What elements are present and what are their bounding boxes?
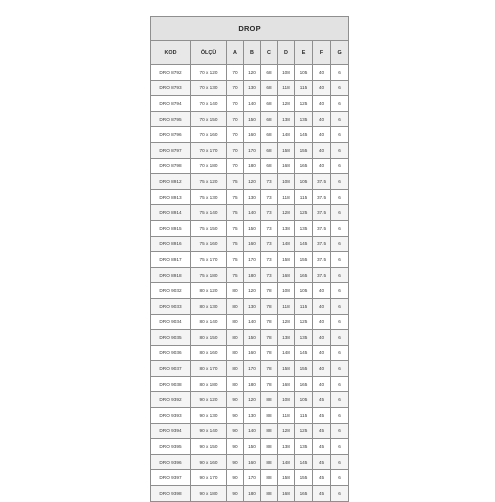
cell-kod: DRO 8912 — [151, 174, 191, 190]
cell-olcu: 70 x 120 — [191, 65, 227, 81]
cell-a: 70 — [227, 127, 244, 143]
table-row — [151, 158, 349, 174]
cell-c: 78 — [261, 361, 278, 377]
cell-c: 68 — [261, 158, 278, 174]
column-header-f: F — [313, 41, 331, 65]
cell-f: 45 — [313, 408, 331, 424]
cell-b: 180 — [244, 486, 261, 502]
cell-d: 108 — [278, 283, 295, 299]
cell-g: 6 — [331, 267, 349, 283]
cell-e: 155 — [295, 142, 313, 158]
cell-olcu: 80 x 150 — [191, 330, 227, 346]
cell-c: 73 — [261, 220, 278, 236]
table-row — [151, 80, 349, 96]
cell-kod: DRO 9032 — [151, 283, 191, 299]
cell-olcu: 70 x 160 — [191, 127, 227, 143]
cell-kod: DRO 8914 — [151, 205, 191, 221]
cell-kod: DRO 8793 — [151, 80, 191, 96]
cell-b: 160 — [244, 127, 261, 143]
cell-olcu: 90 x 150 — [191, 439, 227, 455]
table-row — [151, 423, 349, 439]
cell-kod: DRO 8792 — [151, 65, 191, 81]
cell-a: 80 — [227, 283, 244, 299]
cell-d: 168 — [278, 267, 295, 283]
table-body — [151, 65, 349, 502]
cell-b: 140 — [244, 205, 261, 221]
table-title-row — [151, 17, 349, 41]
cell-c: 88 — [261, 408, 278, 424]
cell-olcu: 80 x 130 — [191, 298, 227, 314]
cell-f: 45 — [313, 486, 331, 502]
cell-b: 130 — [244, 189, 261, 205]
cell-a: 90 — [227, 439, 244, 455]
cell-b: 180 — [244, 376, 261, 392]
cell-a: 90 — [227, 423, 244, 439]
cell-f: 37.5 — [313, 189, 331, 205]
cell-g: 6 — [331, 486, 349, 502]
table-row — [151, 361, 349, 377]
table-row — [151, 345, 349, 361]
cell-b: 170 — [244, 361, 261, 377]
cell-kod: DRO 9392 — [151, 392, 191, 408]
table-row — [151, 111, 349, 127]
cell-c: 88 — [261, 423, 278, 439]
cell-d: 128 — [278, 205, 295, 221]
cell-a: 80 — [227, 330, 244, 346]
cell-kod: DRO 9038 — [151, 376, 191, 392]
cell-olcu: 90 x 170 — [191, 470, 227, 486]
cell-g: 6 — [331, 330, 349, 346]
cell-kod: DRO 8794 — [151, 96, 191, 112]
cell-g: 6 — [331, 392, 349, 408]
cell-f: 40 — [313, 111, 331, 127]
cell-c: 73 — [261, 205, 278, 221]
table-row — [151, 65, 349, 81]
cell-g: 6 — [331, 142, 349, 158]
column-header-olcu: ÖLÇÜ — [191, 41, 227, 65]
cell-c: 68 — [261, 96, 278, 112]
cell-c: 78 — [261, 330, 278, 346]
cell-f: 40 — [313, 65, 331, 81]
cell-f: 40 — [313, 314, 331, 330]
cell-olcu: 70 x 140 — [191, 96, 227, 112]
cell-f: 40 — [313, 80, 331, 96]
table-title: DROP — [151, 17, 349, 41]
cell-g: 6 — [331, 80, 349, 96]
cell-a: 90 — [227, 470, 244, 486]
cell-b: 150 — [244, 220, 261, 236]
cell-g: 6 — [331, 127, 349, 143]
cell-c: 88 — [261, 392, 278, 408]
cell-b: 160 — [244, 345, 261, 361]
cell-f: 40 — [313, 361, 331, 377]
column-header-d: D — [278, 41, 295, 65]
cell-f: 45 — [313, 392, 331, 408]
cell-e: 135 — [295, 111, 313, 127]
cell-olcu: 90 x 140 — [191, 423, 227, 439]
cell-b: 170 — [244, 470, 261, 486]
cell-e: 125 — [295, 96, 313, 112]
table-row — [151, 267, 349, 283]
cell-e: 125 — [295, 423, 313, 439]
cell-a: 90 — [227, 408, 244, 424]
cell-f: 40 — [313, 330, 331, 346]
cell-g: 6 — [331, 236, 349, 252]
table-row — [151, 96, 349, 112]
cell-kod: DRO 9395 — [151, 439, 191, 455]
cell-e: 105 — [295, 174, 313, 190]
cell-d: 138 — [278, 220, 295, 236]
table-row — [151, 142, 349, 158]
cell-d: 118 — [278, 189, 295, 205]
cell-kod: DRO 8916 — [151, 236, 191, 252]
table-row — [151, 314, 349, 330]
cell-b: 140 — [244, 96, 261, 112]
cell-c: 68 — [261, 142, 278, 158]
cell-c: 78 — [261, 298, 278, 314]
cell-a: 70 — [227, 142, 244, 158]
cell-b: 150 — [244, 111, 261, 127]
cell-d: 148 — [278, 345, 295, 361]
cell-g: 6 — [331, 220, 349, 236]
cell-b: 120 — [244, 283, 261, 299]
cell-d: 118 — [278, 80, 295, 96]
cell-kod: DRO 8918 — [151, 267, 191, 283]
cell-b: 180 — [244, 158, 261, 174]
cell-e: 145 — [295, 127, 313, 143]
cell-kod: DRO 9037 — [151, 361, 191, 377]
cell-olcu: 75 x 150 — [191, 220, 227, 236]
cell-d: 148 — [278, 236, 295, 252]
cell-g: 6 — [331, 189, 349, 205]
cell-kod: DRO 9396 — [151, 454, 191, 470]
cell-c: 73 — [261, 252, 278, 268]
cell-a: 90 — [227, 454, 244, 470]
cell-e: 135 — [295, 439, 313, 455]
cell-f: 40 — [313, 142, 331, 158]
cell-f: 45 — [313, 470, 331, 486]
cell-c: 73 — [261, 189, 278, 205]
cell-g: 6 — [331, 205, 349, 221]
cell-e: 145 — [295, 236, 313, 252]
cell-c: 68 — [261, 111, 278, 127]
cell-d: 108 — [278, 65, 295, 81]
cell-olcu: 75 x 170 — [191, 252, 227, 268]
table-row — [151, 220, 349, 236]
table-row — [151, 392, 349, 408]
table-row — [151, 470, 349, 486]
cell-a: 90 — [227, 486, 244, 502]
cell-olcu: 80 x 120 — [191, 283, 227, 299]
cell-g: 6 — [331, 361, 349, 377]
cell-kod: DRO 8797 — [151, 142, 191, 158]
cell-c: 78 — [261, 314, 278, 330]
cell-e: 165 — [295, 267, 313, 283]
table-row — [151, 330, 349, 346]
cell-c: 88 — [261, 454, 278, 470]
cell-d: 138 — [278, 439, 295, 455]
cell-d: 148 — [278, 454, 295, 470]
table-row — [151, 205, 349, 221]
cell-c: 73 — [261, 236, 278, 252]
table-row — [151, 174, 349, 190]
cell-f: 40 — [313, 96, 331, 112]
cell-b: 180 — [244, 267, 261, 283]
cell-f: 45 — [313, 423, 331, 439]
cell-kod: DRO 9033 — [151, 298, 191, 314]
cell-g: 6 — [331, 65, 349, 81]
table-row — [151, 252, 349, 268]
cell-e: 105 — [295, 392, 313, 408]
cell-c: 78 — [261, 376, 278, 392]
cell-kod: DRO 9036 — [151, 345, 191, 361]
cell-g: 6 — [331, 298, 349, 314]
cell-a: 75 — [227, 174, 244, 190]
cell-c: 78 — [261, 283, 278, 299]
cell-e: 115 — [295, 298, 313, 314]
table-row — [151, 298, 349, 314]
cell-olcu: 75 x 120 — [191, 174, 227, 190]
cell-d: 158 — [278, 361, 295, 377]
cell-a: 70 — [227, 80, 244, 96]
column-header-a: A — [227, 41, 244, 65]
cell-d: 128 — [278, 314, 295, 330]
cell-g: 6 — [331, 252, 349, 268]
cell-e: 125 — [295, 314, 313, 330]
cell-b: 160 — [244, 236, 261, 252]
cell-c: 68 — [261, 80, 278, 96]
cell-b: 120 — [244, 65, 261, 81]
cell-f: 40 — [313, 127, 331, 143]
table-row — [151, 127, 349, 143]
cell-kod: DRO 8917 — [151, 252, 191, 268]
cell-b: 140 — [244, 423, 261, 439]
cell-g: 6 — [331, 423, 349, 439]
cell-a: 75 — [227, 267, 244, 283]
cell-e: 155 — [295, 252, 313, 268]
table-row — [151, 236, 349, 252]
cell-g: 6 — [331, 376, 349, 392]
cell-d: 118 — [278, 298, 295, 314]
cell-kod: DRO 8913 — [151, 189, 191, 205]
cell-f: 37.5 — [313, 220, 331, 236]
cell-kod: DRO 8795 — [151, 111, 191, 127]
table-row — [151, 454, 349, 470]
cell-e: 165 — [295, 376, 313, 392]
cell-f: 40 — [313, 158, 331, 174]
cell-olcu: 70 x 180 — [191, 158, 227, 174]
cell-g: 6 — [331, 345, 349, 361]
table-row — [151, 189, 349, 205]
cell-b: 160 — [244, 454, 261, 470]
cell-d: 128 — [278, 423, 295, 439]
cell-d: 168 — [278, 158, 295, 174]
cell-g: 6 — [331, 454, 349, 470]
cell-c: 78 — [261, 345, 278, 361]
cell-olcu: 80 x 140 — [191, 314, 227, 330]
cell-e: 145 — [295, 454, 313, 470]
cell-a: 75 — [227, 220, 244, 236]
cell-f: 40 — [313, 298, 331, 314]
cell-f: 40 — [313, 376, 331, 392]
cell-d: 168 — [278, 486, 295, 502]
cell-e: 115 — [295, 189, 313, 205]
cell-olcu: 75 x 130 — [191, 189, 227, 205]
cell-kod: DRO 9034 — [151, 314, 191, 330]
cell-a: 80 — [227, 298, 244, 314]
cell-b: 150 — [244, 439, 261, 455]
cell-kod: DRO 9393 — [151, 408, 191, 424]
cell-olcu: 70 x 170 — [191, 142, 227, 158]
cell-f: 37.5 — [313, 174, 331, 190]
cell-a: 90 — [227, 392, 244, 408]
cell-kod: DRO 8798 — [151, 158, 191, 174]
cell-olcu: 90 x 130 — [191, 408, 227, 424]
cell-olcu: 75 x 160 — [191, 236, 227, 252]
cell-d: 158 — [278, 252, 295, 268]
cell-f: 45 — [313, 439, 331, 455]
cell-c: 68 — [261, 127, 278, 143]
cell-b: 140 — [244, 314, 261, 330]
cell-f: 40 — [313, 283, 331, 299]
cell-e: 115 — [295, 408, 313, 424]
cell-f: 37.5 — [313, 267, 331, 283]
cell-kod: DRO 8796 — [151, 127, 191, 143]
cell-d: 128 — [278, 96, 295, 112]
cell-d: 158 — [278, 470, 295, 486]
cell-a: 75 — [227, 205, 244, 221]
cell-g: 6 — [331, 174, 349, 190]
cell-olcu: 75 x 140 — [191, 205, 227, 221]
drop-spec-table — [150, 16, 349, 502]
cell-b: 170 — [244, 252, 261, 268]
cell-a: 80 — [227, 361, 244, 377]
cell-a: 80 — [227, 345, 244, 361]
cell-d: 168 — [278, 376, 295, 392]
column-header-e: E — [295, 41, 313, 65]
cell-a: 80 — [227, 314, 244, 330]
cell-e: 165 — [295, 486, 313, 502]
cell-olcu: 90 x 160 — [191, 454, 227, 470]
cell-b: 150 — [244, 330, 261, 346]
cell-c: 88 — [261, 439, 278, 455]
cell-e: 115 — [295, 80, 313, 96]
column-header-kod: KOD — [151, 41, 191, 65]
cell-olcu: 80 x 170 — [191, 361, 227, 377]
table-row — [151, 486, 349, 502]
cell-d: 118 — [278, 408, 295, 424]
cell-f: 37.5 — [313, 205, 331, 221]
table-row — [151, 376, 349, 392]
cell-d: 138 — [278, 330, 295, 346]
cell-olcu: 80 x 160 — [191, 345, 227, 361]
cell-f: 45 — [313, 454, 331, 470]
cell-g: 6 — [331, 408, 349, 424]
cell-g: 6 — [331, 111, 349, 127]
cell-olcu: 75 x 180 — [191, 267, 227, 283]
cell-b: 120 — [244, 392, 261, 408]
cell-b: 170 — [244, 142, 261, 158]
cell-e: 135 — [295, 220, 313, 236]
cell-g: 6 — [331, 158, 349, 174]
cell-d: 158 — [278, 142, 295, 158]
cell-c: 88 — [261, 486, 278, 502]
cell-kod: DRO 9397 — [151, 470, 191, 486]
table-row — [151, 439, 349, 455]
cell-a: 70 — [227, 158, 244, 174]
cell-f: 40 — [313, 345, 331, 361]
cell-c: 73 — [261, 267, 278, 283]
cell-c: 73 — [261, 174, 278, 190]
cell-olcu: 80 x 180 — [191, 376, 227, 392]
cell-e: 105 — [295, 283, 313, 299]
cell-e: 105 — [295, 65, 313, 81]
cell-g: 6 — [331, 470, 349, 486]
column-header-row — [151, 41, 349, 65]
cell-d: 148 — [278, 127, 295, 143]
cell-d: 108 — [278, 174, 295, 190]
cell-d: 108 — [278, 392, 295, 408]
cell-g: 6 — [331, 283, 349, 299]
cell-olcu: 90 x 120 — [191, 392, 227, 408]
cell-kod: DRO 8915 — [151, 220, 191, 236]
cell-a: 80 — [227, 376, 244, 392]
column-header-c: C — [261, 41, 278, 65]
cell-kod: DRO 9398 — [151, 486, 191, 502]
cell-c: 68 — [261, 65, 278, 81]
cell-b: 130 — [244, 80, 261, 96]
cell-olcu: 90 x 180 — [191, 486, 227, 502]
cell-a: 75 — [227, 236, 244, 252]
table-row — [151, 408, 349, 424]
cell-d: 138 — [278, 111, 295, 127]
cell-olcu: 70 x 150 — [191, 111, 227, 127]
cell-olcu: 70 x 130 — [191, 80, 227, 96]
cell-c: 88 — [261, 470, 278, 486]
cell-e: 145 — [295, 345, 313, 361]
cell-a: 75 — [227, 252, 244, 268]
cell-e: 135 — [295, 330, 313, 346]
column-header-b: B — [244, 41, 261, 65]
cell-e: 165 — [295, 158, 313, 174]
column-header-g: G — [331, 41, 349, 65]
cell-b: 130 — [244, 408, 261, 424]
cell-f: 37.5 — [313, 236, 331, 252]
cell-a: 70 — [227, 96, 244, 112]
cell-b: 120 — [244, 174, 261, 190]
table-row — [151, 283, 349, 299]
cell-f: 37.5 — [313, 252, 331, 268]
cell-e: 155 — [295, 361, 313, 377]
cell-e: 125 — [295, 205, 313, 221]
cell-a: 70 — [227, 111, 244, 127]
cell-g: 6 — [331, 96, 349, 112]
cell-kod: DRO 9394 — [151, 423, 191, 439]
cell-kod: DRO 9035 — [151, 330, 191, 346]
cell-e: 155 — [295, 470, 313, 486]
cell-g: 6 — [331, 314, 349, 330]
cell-a: 75 — [227, 189, 244, 205]
cell-b: 130 — [244, 298, 261, 314]
cell-g: 6 — [331, 439, 349, 455]
cell-a: 70 — [227, 65, 244, 81]
